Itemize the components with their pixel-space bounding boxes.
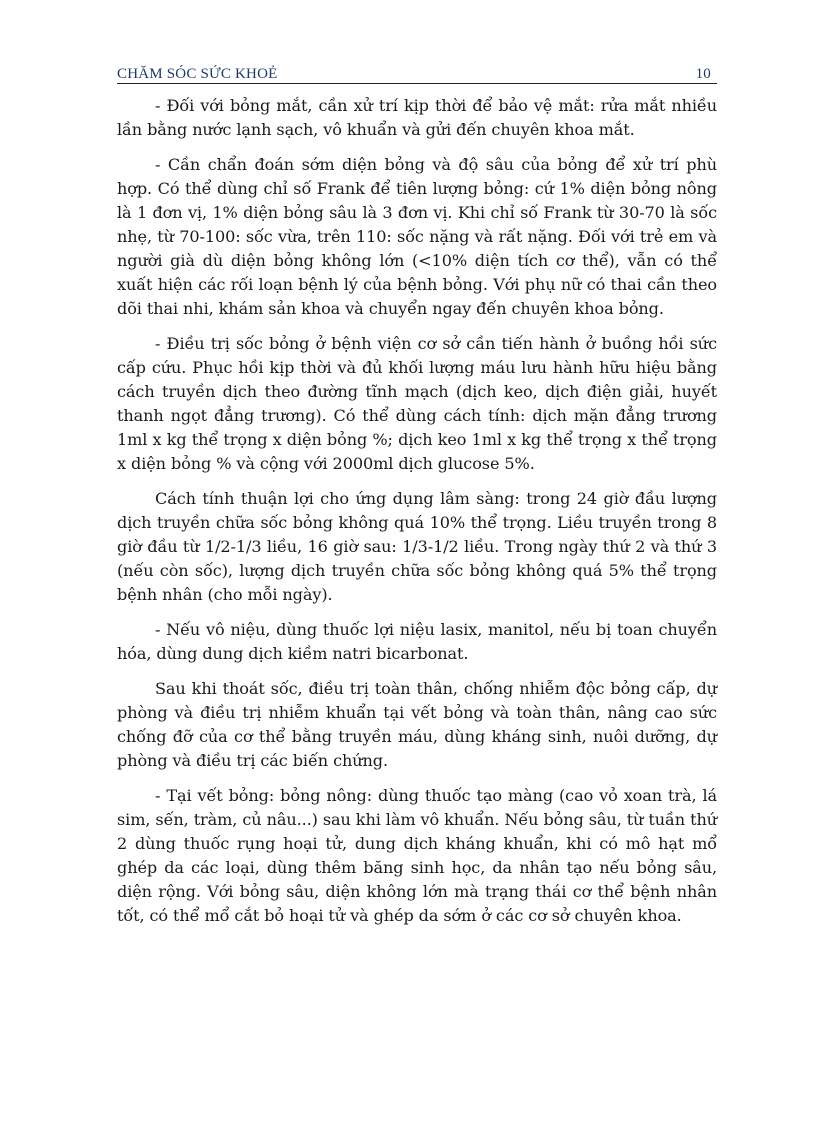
paragraph-fluid-calculation: Cách tính thuận lợi cho ứng dụng lâm sàng: trong 24 giờ đầu lượng dịch truyền chữa sốc bỏng không quá 10% thể trọng. Liều truyền trong 8 giờ đầu từ 1/2-1/3 liều, 16 giờ sau: 1/3-1/2 liều. Trong ngày thứ 2 và thứ 3 (nếu còn sốc), lượng dịch truyền chữa sốc bỏng không quá 5% thể trọng bệnh nhân (cho mỗi ngày). bbox=[117, 489, 717, 604]
running-header bbox=[117, 58, 717, 84]
paragraph-wound-care: - Tại vết bỏng: bỏng nông: dùng thuốc tạo màng (cao vỏ xoan trà, lá sim, sến, tràm, củ nâu...) sau khi làm vô khuẩn. Nếu bỏng sâu, từ tuần thứ 2 dùng thuốc rụng hoại tử, dung dịch kháng khuẩn, khi có mô hạt mổ ghép da các loại, dùng thêm băng sinh học, da nhân tạo nếu bỏng sâu, diện rộng. Với bỏng sâu, diện không lớn mà trạng thái cơ thể bệnh nhân tốt, có thể mổ cắt bỏ hoại tử và ghép da sớm ở các cơ sở chuyên khoa. bbox=[117, 786, 717, 925]
paragraph-shock-treatment: - Điều trị sốc bỏng ở bệnh viện cơ sở cần tiến hành ở buồng hồi sức cấp cứu. Phục hồi kịp thời và đủ khối lượng máu lưu hành hữu hiệu bằng cách truyền dịch theo đường tĩnh mạch (dịch keo, dịch điện giải, huyết thanh ngọt đẳng trương). Có thể dùng cách tính: dịch mặn đẳng trương 1ml x kg thể trọng x diện bỏng %; dịch keo 1ml x kg thể trọng x thể trọng x diện bỏng % và cộng với 2000ml dịch glucose 5%. bbox=[117, 334, 717, 473]
page-number: 10 bbox=[695, 66, 711, 82]
paragraph-anuria: - Nếu vô niệu, dùng thuốc lợi niệu lasix, manitol, nếu bị toan chuyển hóa, dùng dung dịch kiềm natri bicarbonat. bbox=[117, 620, 717, 663]
paragraph-diagnosis-frank-index: - Cần chẩn đoán sớm diện bỏng và độ sâu của bỏng để xử trí phù hợp. Có thể dùng chỉ số Frank để tiên lượng bỏng: cứ 1% diện bỏng nông là 1 đơn vị, 1% diện bỏng sâu là 3 đơn vị. Khi chỉ số Frank từ 30-70 là sốc nhẹ, từ 70-100: sốc vừa, trên 110: sốc nặng và rất nặng. Đối với trẻ em và người già dù diện bỏng không lớn (<10% diện tích cơ thể), vẫn có thể xuất hiện các rối loạn bệnh lý của bệnh bỏng. Với phụ nữ có thai cần theo dõi thai nhi, khám sản khoa và chuyển ngay đến chuyên khoa bỏng. bbox=[117, 155, 717, 318]
running-header-title: CHĂM SÓC SỨC KHOẺ bbox=[117, 66, 278, 82]
paragraph-eye-burn: - Đối với bỏng mắt, cần xử trí kịp thời để bảo vệ mắt: rửa mắt nhiều lần bằng nước lạnh sạch, vô khuẩn và gửi đến chuyên khoa mắt. bbox=[117, 96, 717, 139]
paragraph-after-shock: Sau khi thoát sốc, điều trị toàn thân, chống nhiễm độc bỏng cấp, dự phòng và điều trị nhiễm khuẩn tại vết bỏng và toàn thân, nâng cao sức chống đỡ của cơ thể bằng truyền máu, dùng kháng sinh, nuôi dưỡng, dự phòng và điều trị các biến chứng. bbox=[117, 679, 717, 770]
body-text bbox=[117, 94, 717, 928]
document-page bbox=[117, 58, 717, 939]
